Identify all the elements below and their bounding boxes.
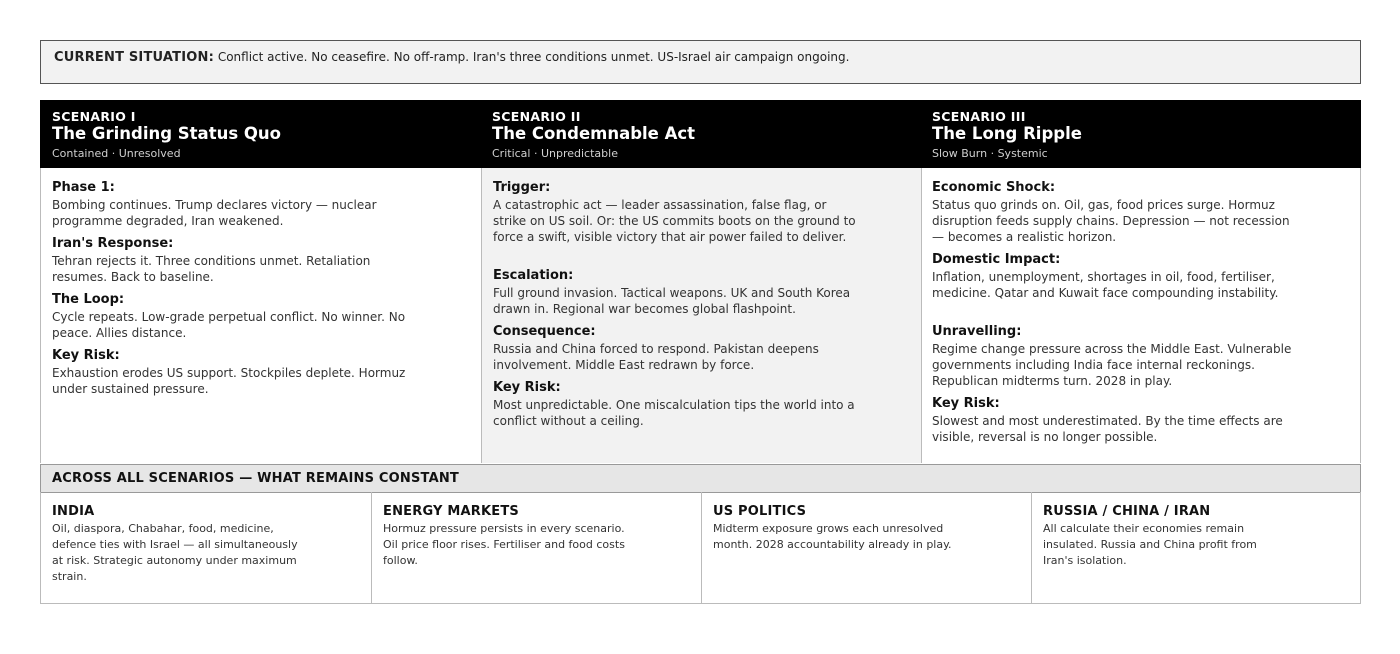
scenario-tag: SCENARIO I: [52, 109, 136, 124]
constant-title: US POLITICS: [713, 504, 807, 519]
scenario-block: [52, 292, 422, 341]
block-text: A catastrophic act — leader assassination, false flag, or strike on US soil. Or: the US commits boots on the ground to force a swift, visible victory that air power failed to deliver.: [493, 198, 856, 244]
block-text: Slowest and most underestimated. By the time effects are visible, reversal is no longer possible.: [932, 414, 1283, 444]
scenario-2-column: [481, 168, 922, 463]
scenario-header-bar: [40, 100, 1361, 168]
scenario-title: The Condemnable Act: [492, 124, 696, 143]
scenario-subtitle: Critical · Unpredictable: [492, 147, 618, 160]
scenario-block: [493, 324, 858, 373]
current-situation-banner: [40, 40, 1361, 84]
situation-label: CURRENT SITUATION:: [54, 50, 214, 65]
scenario-block: [52, 236, 422, 285]
scenario-block: [932, 180, 1302, 245]
scenario-block: [52, 180, 422, 229]
constant-us-politics: [701, 492, 1031, 603]
constant-text: All calculate their economies remain insulated. Russia and China profit from Iran's isolation.: [1043, 522, 1257, 567]
block-heading: Phase 1:: [52, 180, 115, 195]
constant-title: ENERGY MARKETS: [383, 504, 519, 519]
block-heading: Economic Shock:: [932, 180, 1056, 195]
block-heading: Iran's Response:: [52, 236, 174, 251]
scenario-2-header: [480, 100, 920, 168]
scenario-tag: SCENARIO II: [492, 109, 581, 124]
block-heading: Unravelling:: [932, 324, 1022, 339]
block-heading: Key Risk:: [493, 380, 561, 395]
scenario-block: [932, 252, 1302, 301]
block-heading: Key Risk:: [932, 396, 1000, 411]
block-text: Regime change pressure across the Middle East. Vulnerable governments including India face internal reckonings. Republican midterms turn. 2028 in play.: [932, 342, 1292, 388]
block-text: Cycle repeats. Low-grade perpetual conflict. No winner. No peace. Allies distance.: [52, 310, 406, 340]
constants-header: [40, 464, 1361, 493]
constant-energy-markets: [371, 492, 701, 603]
scenario-1-column: [41, 168, 481, 463]
scenario-3-header: [920, 100, 1360, 168]
constant-text: Midterm exposure grows each unresolved month. 2028 accountability already in play.: [713, 522, 952, 551]
block-text: Bombing continues. Trump declares victory — nuclear programme degraded, Iran weakened.: [52, 198, 377, 228]
scenario-1-header: [40, 100, 480, 168]
scenario-block: [52, 348, 422, 397]
situation-text: Conflict active. No ceasefire. No off-ramp. Iran's three conditions unmet. US-Israel air campaign ongoing.: [217, 50, 850, 64]
scenario-subtitle: Slow Burn · Systemic: [932, 147, 1048, 160]
scenario-tag: SCENARIO III: [932, 109, 1026, 124]
block-heading: Domestic Impact:: [932, 252, 1061, 267]
block-heading: Trigger:: [493, 180, 551, 195]
scenario-title: The Grinding Status Quo: [52, 124, 282, 143]
block-text: Exhaustion erodes US support. Stockpiles deplete. Hormuz under sustained pressure.: [52, 366, 406, 396]
block-heading: Escalation:: [493, 268, 574, 283]
scenario-block: [932, 324, 1302, 389]
scenario-title: The Long Ripple: [932, 124, 1082, 143]
block-text: Status quo grinds on. Oil, gas, food prices surge. Hormuz disruption feeds supply chains. Depression — not recession — becomes a realistic horizon.: [932, 198, 1290, 244]
scenario-block: [493, 268, 858, 317]
constant-russia-china-iran: [1031, 492, 1360, 603]
constant-text: Oil, diaspora, Chabahar, food, medicine, defence ties with Israel — all simultaneously at risk. Strategic autonomy under maximum strain.: [52, 522, 298, 583]
block-heading: Consequence:: [493, 324, 596, 339]
scenario-block: [932, 396, 1302, 445]
constant-india: [41, 492, 371, 603]
scenario-3-column: [921, 168, 1360, 463]
scenario-body: [40, 168, 1361, 463]
block-text: Full ground invasion. Tactical weapons. UK and South Korea drawn in. Regional war becomes global flashpoint.: [493, 286, 851, 316]
scenario-block: [493, 180, 858, 245]
constant-title: RUSSIA / CHINA / IRAN: [1043, 504, 1211, 519]
block-text: Russia and China forced to respond. Pakistan deepens involvement. Middle East redrawn by force.: [493, 342, 819, 372]
constant-title: INDIA: [52, 504, 95, 519]
scenario-block: [493, 380, 858, 429]
block-text: Most unpredictable. One miscalculation tips the world into a conflict without a ceiling.: [493, 398, 855, 428]
block-text: Tehran rejects it. Three conditions unmet. Retaliation resumes. Back to baseline.: [52, 254, 371, 284]
block-text: Inflation, unemployment, shortages in oil, food, fertiliser, medicine. Qatar and Kuwait face compounding instability.: [932, 270, 1279, 300]
block-heading: Key Risk:: [52, 348, 120, 363]
constants-row: [40, 492, 1361, 604]
block-heading: The Loop:: [52, 292, 125, 307]
constants-header-text: ACROSS ALL SCENARIOS — WHAT REMAINS CONSTANT: [52, 471, 459, 486]
constant-text: Hormuz pressure persists in every scenario. Oil price floor rises. Fertiliser and food costs follow.: [383, 522, 625, 567]
scenario-subtitle: Contained · Unresolved: [52, 147, 181, 160]
